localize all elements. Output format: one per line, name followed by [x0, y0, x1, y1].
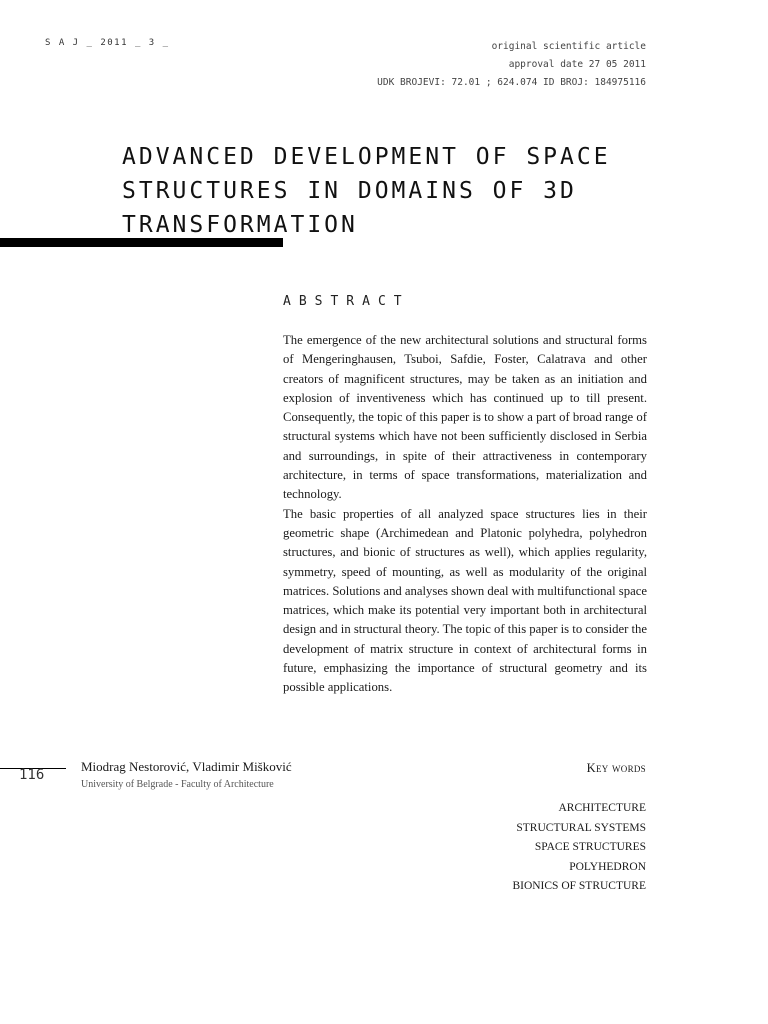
title-rule — [0, 238, 283, 247]
keyword: ARCHITECTURE — [558, 802, 646, 814]
keyword: STRUCTURAL SYSTEMS — [516, 821, 646, 834]
keyword: BIONICS OF STRUCTURE — [512, 880, 646, 892]
keyword: POLYHEDRON — [569, 860, 646, 873]
approval-date: approval date 27 05 2011 — [508, 59, 646, 70]
journal-code: S A J _ 2011 _ 3 _ — [45, 38, 170, 48]
title-line: ADVANCED DEVELOPMENT OF SPACE — [122, 144, 611, 170]
article-meta — [377, 38, 646, 92]
affiliation: University of Belgrade - Faculty of Architecture — [81, 779, 274, 790]
abstract-body — [283, 331, 647, 698]
paper-title — [122, 140, 682, 242]
authors: Miodrag Nestorović, Vladimir Mišković — [81, 759, 292, 774]
article-type: original scientific article — [491, 41, 646, 52]
title-line: STRUCTURES IN DOMAINS OF 3D — [122, 178, 577, 204]
keyword: SPACE STRUCTURES — [534, 841, 646, 853]
page-number: 116 — [19, 767, 45, 783]
udk-number: UDK BROJEVI: 72.01 ; 624.074 ID BROJ: 184975116 — [377, 77, 646, 88]
abstract-paragraph: The emergence of the new architectural solutions and structural forms of Mengeringhausen, Tsuboi, Safdie, Foster, Calatrava and other creators of magnificent structures, may be taken as an initiation and explosion of inventiveness which has continued up to till present. Consequently, the topic of this paper is to show a part of broad range of structural systems which have not been sufficiently disclosed in Serbia and surroundings, in spite of their attractiveness in contemporary architecture, in terms of space transformations, materialization and technology. — [283, 333, 647, 502]
abstract-heading: ABSTRACT — [283, 294, 410, 309]
title-line: TRANSFORMATION — [122, 212, 358, 238]
abstract-paragraph: The basic properties of all analyzed space structures lies in their geometric shape (Archimedean and Platonic polyhedra, polyhedron structures, and bionic of structures as well), which applies regularity, symmetry, speed of mounting, as well as modularity of the original matrices. Solutions and analyses shown deal with multifunctional space matrices, which make its potential very important both in architectural design and in structural theory. The topic of this paper is to consider the development of matrix structure in context of architectural forms in future, emphasizing the importance of structural geometry and its possible applications. — [283, 506, 647, 695]
keywords-heading: Key words — [586, 761, 646, 775]
keywords-list — [512, 799, 646, 897]
